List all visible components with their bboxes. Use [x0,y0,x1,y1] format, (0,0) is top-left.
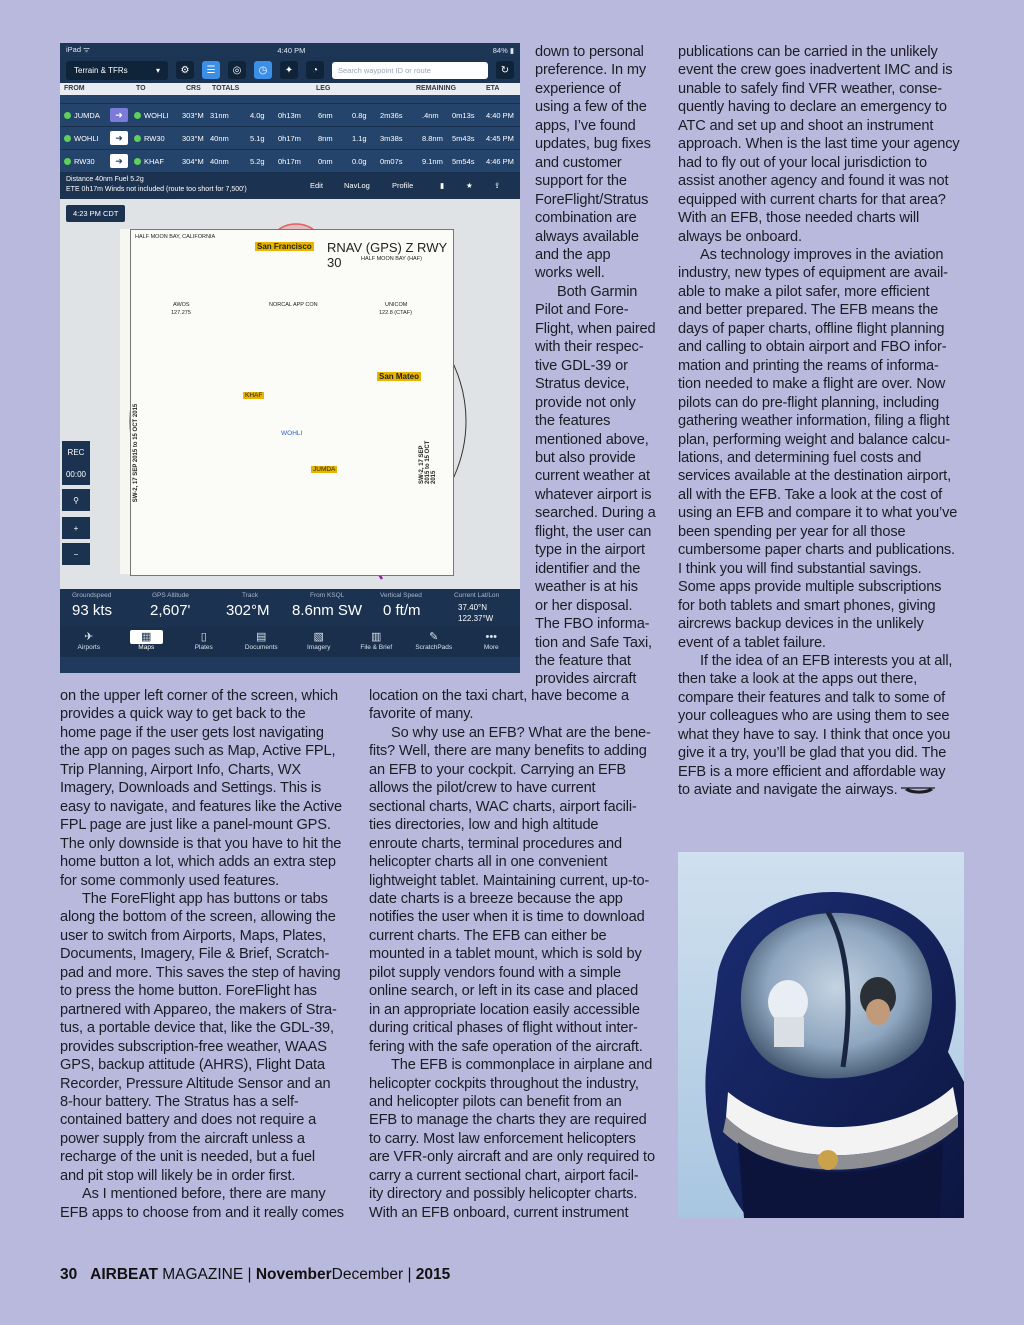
text-line: then take a look at the apps out there, [678,671,918,688]
fpl-cell-crs: 304°M [182,157,204,166]
fpl-cell-from: RW30 [64,157,95,166]
arrow-right-icon: ➜ [110,108,128,122]
fpl-cell-time: 0h17m [278,134,301,143]
fpl-cell-to: KHAF [134,157,164,166]
clipboard-icon: ▮ [440,181,445,190]
waypoint-dot-icon [134,135,141,142]
fpl-cell-leg-dist: 0nm [318,157,333,166]
text-line: EFB to manage the charts they are required [369,1112,647,1129]
text-line: notifies the user when it is time to download [369,909,645,926]
scratchpads-icon: ✎ [429,631,439,643]
text-line: ity directory and possibly helicopter charts. [369,1186,638,1203]
more-icon: ••• [485,631,498,643]
fpl-cell-rem-time: 0m13s [452,111,475,120]
text-line: ForeFlight/Stratus [535,191,649,208]
text-line: helicopter charts all in one convenient [369,854,608,871]
status-time: 4:40 PM [277,45,306,55]
text-line: always be onboard. [678,228,802,245]
text-line: Flight, when paired [535,320,656,337]
text-line: the app on pages such as Map, Active FPL, [60,743,336,760]
article-column-mid-bottom [369,687,655,1222]
text-line: tion and Safe Taxi, [535,634,652,651]
instrument-strip: Groundspeed 93 kts GPS Altitude 2,607' Track 302°M From KSQL 8.6nm SW Vertical Speed 0 ft/m Current Lat/Lon 37.40°N 122.37°W [60,589,520,627]
clock-icon: ◷ [254,61,272,79]
tab-file-brief: ▥ File & Brief [348,627,406,657]
text-line: aircrews backup devices in the unlikely [678,616,924,633]
imagery-icon: ▧ [313,631,324,643]
fpl-cell-fuel: 5.1g [250,134,265,143]
text-line: Stratus device, [535,376,630,393]
text-line: and better prepared. The EFB means the [678,302,939,319]
text-line: along the bottom of the screen, allowing the [60,909,336,926]
text-line: type in the airport [535,542,645,559]
route-icon: ⚲ [62,489,90,511]
text-line: apps, I’ve found [535,117,636,134]
settings-icon: ⚙ [176,61,194,79]
text-line: easy to navigate, and features like the Active [60,798,342,815]
fpl-cell-rem-dist: 9.1nm [422,157,443,166]
article-column-right [678,43,960,800]
text-line: an EFB to your cockpit. Carrying an EFB [369,761,626,778]
text-line: sectional charts, WAC charts, airport facili- [369,798,637,815]
text-line: ties directories, low and high altitude [369,817,599,834]
text-line: equipped with current charts for that area? [678,191,946,208]
text-line: or her disposal. [535,597,633,614]
tab-plates: ▯ Plates [175,627,233,657]
text-line: The EFB is commonplace in airplane and [391,1057,653,1074]
text-line: for some commonly used features. [60,872,280,889]
refresh-icon: ↻ [496,61,514,79]
text-line: support for the [535,173,627,190]
text-line: pilots can do pre-flight planning, including [678,394,940,411]
foreflight-screenshot [60,43,520,673]
fpl-row [60,104,520,127]
fpl-cell-rem-dist: 8.8nm [422,134,443,143]
airports-icon: ✈ [84,631,94,643]
waypoint-search-field: Search waypoint ID or route [332,62,488,79]
file-brief-icon: ▥ [371,631,382,643]
fpl-row [60,150,520,173]
fpl-cell-leg-dist: 6nm [318,111,333,120]
text-line: assist another agency and found it was not [678,173,949,190]
fpl-cell-dist: 40nm [210,157,229,166]
text-line: whatever airport is [535,486,652,503]
waypoint-dot-icon [134,158,141,165]
text-line: and customer [535,154,622,171]
text-line: using an EFB and compare it to what you’ve [678,505,958,522]
ipad-status-bar [60,43,520,57]
moving-map [60,199,520,589]
article-column-mid-top [535,43,656,689]
text-line: pilot supply vendors found with a simple [369,964,621,981]
waypoint-dot-icon [64,135,71,142]
text-line: The FBO informa- [535,616,650,633]
text-line: provides subscription-free weather, WAAS [60,1038,327,1055]
fpl-cell-dist: 40nm [210,134,229,143]
fpl-cell-dist: 31nm [210,111,229,120]
text-line: to press the home button. ForeFlight has [60,983,317,1000]
fpl-cell-to: RW30 [134,134,165,143]
text-line: combination are [535,210,637,227]
text-line: The ForeFlight app has buttons or tabs [82,890,328,907]
fpl-icon: ☰ [202,61,220,79]
text-line: contained battery and does not require a [60,1112,317,1129]
text-line: mation and printing the reams of informa- [678,357,939,374]
text-line: using a few of the [535,99,647,116]
text-line: to carry. Most law enforcement helicopters [369,1130,636,1147]
text-line: favorite of many. [369,706,474,723]
text-line: provide not only [535,394,636,411]
fpl-cell-leg-fuel: 0.8g [352,111,367,120]
text-line: and the app [535,246,611,263]
text-line: event of a tablet failure. [678,634,826,651]
status-battery: 84% ▮ [492,45,514,55]
text-line: preference. In my [535,62,647,79]
text-line: tus, a portable device that, like the GDL-39, [60,1020,334,1037]
page-number: 30 [60,1266,78,1283]
fpl-summary: Distance 40nm Fuel 5.2g ETE 0h17m Winds not included (route too short for 7,500') Edit NavLog Profile ▮ ★ ⇪ [60,173,520,199]
text-line: mentioned above, [535,431,649,448]
text-line: lations, and determining fuel costs and [678,449,922,466]
text-line: searched. During a [535,505,656,522]
text-line: but also provide [535,449,636,466]
text-line: the features [535,413,611,430]
star-icon: ★ [466,181,473,190]
text-line: EFB is a more efficient and affordable way [678,763,946,780]
fpl-cell-leg-fuel: 1.1g [352,134,367,143]
text-line: the feature that [535,652,631,669]
status-device: iPad ᯤ [66,45,90,54]
fpl-cell-time: 0h13m [278,111,301,120]
text-line: EFB apps to choose from and it really comes [60,1204,344,1221]
text-line: works well. [535,265,605,282]
arrow-right-icon: ➜ [110,131,128,145]
text-line: identifier and the [535,560,641,577]
text-line: recharge of the unit is needed, but a fuel [60,1149,315,1166]
magazine-label: MAGAZINE [157,1266,244,1283]
text-line: updates, bug fixes [535,136,651,153]
text-line: provides a quick way to get back to the [60,706,306,723]
text-line: on the upper left corner of the screen, which [60,688,338,704]
fpl-cell-eta: 4:45 PM [486,134,514,143]
fpl-cell-leg-dist: 8nm [318,134,333,143]
layer-dropdown: Terrain & TFRs ▾ [66,61,168,80]
fpl-cell-leg-fuel: 0.0g [352,157,367,166]
text-line: down to personal [535,44,644,60]
text-line: The only downside is that you have to hit the [60,835,342,852]
fpl-row [60,127,520,150]
text-line: for both tablets and smart phones, giving [678,597,936,614]
text-line: weather is at his [535,579,638,596]
text-line: tive GDL-39 or [535,357,628,374]
fpl-row-partial [60,95,520,104]
text-line: plan, performing weight and balance calcu- [678,431,950,448]
text-line: to aviate and navigate the airways. [678,781,960,799]
arrow-right-icon: ➜ [110,154,128,168]
issue-month-1: November [255,1266,332,1283]
text-line: Some apps provide multiple subscriptions [678,579,942,596]
text-line: your colleagues who are using them to see [678,708,950,725]
tab-more: ••• More [463,627,521,657]
text-line: approach. When is the last time your agency [678,136,960,153]
zoom-in-button: + [62,517,90,539]
text-line: power supply from the aircraft unless a [60,1130,305,1147]
globe-icon: ◎ [228,61,246,79]
text-line: Recorder, Pressure Altitude Sensor and an [60,1075,331,1092]
text-line: give it a try, you’ll be glad that you did. The [678,745,947,762]
maps-icon: ▦ [130,630,164,644]
fpl-cell-leg-time: 3m38s [380,134,403,143]
text-line: tion needed to make a flight are over. Now [678,376,946,393]
fpl-cell-rem-dist: .4nm [422,111,439,120]
text-line: ATC and set up and shoot an instrument [678,117,934,134]
text-line: I think you will find substantial savings. [678,560,922,577]
plates-icon: ▯ [200,631,207,643]
text-line: user to switch from Airports, Maps, Plates, [60,927,327,944]
text-line: quently having to declare an emergency to [678,99,947,116]
page-footer [60,1266,450,1284]
text-line: allows the pilot/crew to have current [369,780,596,797]
text-line: with their respec- [535,339,644,356]
text-line: carry a current sectional chart, airport facil- [369,1167,639,1184]
waypoint-dot-icon [64,158,71,165]
approach-plate: HALF MOON BAY, CALIFORNIA RNAV (GPS) Z RWY 30 HALF MOON BAY (HAF) San Francisco San Mateo AWOS 127.275 NORCAL APP CON UNICOM 122.8 (CTAF) SW-2, 17 SEP 2015 to 15 OCT 2015 SW-2, 17 SEP 2015 to 15 OCT 2015 KHAF JUMDA WOHLI [130,229,454,576]
chevron-down-icon: ▾ [155,65,160,75]
text-line: Imagery, Downloads and Settings. This is [60,780,322,797]
text-line: services available at the destination airport, [678,468,951,485]
text-line: fering with the safe operation of the aircraft. [369,1038,643,1055]
text-line: helicopter cockpits throughout the industry, [369,1075,639,1092]
text-line: As technology improves in the aviation [700,246,944,263]
text-line: experience of [535,80,621,97]
tab-scratchpads: ✎ ScratchPads [405,627,463,657]
issue-month-2: December [331,1266,404,1283]
text-line: mounted in a tablet mount, which is sold by [369,946,642,963]
fpl-cell-fuel: 4.0g [250,111,265,120]
text-line: As I mentioned before, there are many [82,1186,326,1203]
footer-separator: | [403,1266,416,1283]
text-line: flight, the user can [535,523,652,540]
share-icon: ⇪ [494,181,501,190]
text-line: provides aircraft [535,671,637,688]
text-line: With an EFB onboard, current instrument [369,1204,629,1221]
text-line: Trip Planning, Airport Info, Charts, WX [60,761,301,778]
text-line: event the crew goes inadvertent IMC and is [678,62,953,79]
text-line: all with the EFB. Take a look at the cost of [678,486,943,503]
text-line: current weather at [535,468,650,485]
text-line: date charts is a breeze because the app [369,890,623,907]
fpl-cell-to: WOHLI [134,111,169,120]
text-line: Documents, Imagery, File & Brief, Scratch- [60,946,330,963]
text-line: lightweight tablet. Maintaining current, up-to- [369,872,650,889]
text-line: If the idea of an EFB interests you at all, [700,652,953,669]
zoom-out-button: − [62,543,90,565]
fpl-header: FROM TO CRS TOTALS LEG REMAINING ETA [60,83,520,95]
fpl-cell-eta: 4:46 PM [486,157,514,166]
text-line: been spending per year for all those [678,523,906,540]
tab-airports: ✈ Airports [60,627,118,657]
text-line: and pit stop will likely be in order first. [60,1167,296,1184]
text-line: and calling to obtain airport and FBO infor- [678,339,947,356]
waypoint-dot-icon [134,112,141,119]
text-line: partnered with Appareo, the makers of Stra- [60,1001,337,1018]
tab-imagery: ▧ Imagery [290,627,348,657]
tab-maps: ▦ Maps [118,627,176,657]
map-time-badge: 4:23 PM CDT [66,205,125,222]
text-line: industry, new types of equipment are avail- [678,265,948,282]
end-mark-icon [900,785,936,795]
text-line: current charts. The EFB can either be [369,927,607,944]
text-line: enroute charts, terminal procedures and [369,835,622,852]
text-line: GPS, backup attitude (AHRS), Flight Data [60,1057,325,1074]
text-line: 8-hour battery. The Stratus has a self- [60,1093,299,1110]
text-line: during critical phases of flight without inter- [369,1020,638,1037]
text-line: With an EFB, those needed charts will [678,210,920,227]
text-line: fits? Well, there are many benefits to adding [369,743,647,760]
fpl-cell-rem-time: 5m54s [452,157,475,166]
article-column-left [60,687,344,1222]
text-line: are VFR-only aircraft and are only required to [369,1149,655,1166]
text-line: always available [535,228,639,245]
text-line: FPL page are just like a panel-mount GPS. [60,817,331,834]
text-line: days of paper charts, offline flight planning [678,320,945,337]
fpl-cell-from: WOHLI [64,134,99,143]
fpl-cell-leg-time: 2m36s [380,111,403,120]
fpl-cell-fuel: 5.2g [250,157,265,166]
text-line: in an appropriate location easily accessible [369,1001,640,1018]
tab-documents: ▤ Documents [233,627,291,657]
record-button: REC [62,441,90,463]
star-icon: ✦ [280,61,298,79]
text-line: cumbersome paper charts and publications. [678,542,955,559]
text-line: home page if the user gets lost navigating [60,724,324,741]
text-line: Pilot and Fore- [535,302,629,319]
magazine-name: AIRBEAT [90,1266,158,1283]
issue-year: 2015 [415,1266,451,1283]
text-line: publications can be carried in the unlikely [678,44,938,60]
helicopter-photo [678,852,964,1218]
text-line: and helicopter pilots can benefit from an [369,1093,622,1110]
timer-icon: ◔ [306,61,324,79]
text-line: had to fly out of your local jurisdiction to [678,154,927,171]
text-line: what they have to say. I think that once you [678,726,951,743]
text-line: home button a lot, which adds an extra step [60,854,336,871]
text-line: So why use an EFB? What are the bene- [391,724,651,741]
text-line: online search, or left in its case and placed [369,983,639,1000]
fpl-cell-rem-time: 5m43s [452,134,475,143]
text-line: location on the taxi chart, have become a [369,688,629,704]
text-line: Both Garmin [557,283,638,300]
text-line: pad and more. This saves the step of having [60,964,341,981]
documents-icon: ▤ [256,631,267,643]
text-line: able to make a pilot safer, more efficient [678,283,930,300]
app-toolbar [60,57,520,83]
text-line: unable to safely find VFR weather, conse- [678,80,942,97]
fpl-cell-from: JUMDA [64,111,100,120]
record-timer: 00:00 [62,463,90,485]
fpl-cell-crs: 303°M [182,111,204,120]
fpl-cell-leg-time: 0m07s [380,157,403,166]
text-line: compare their features and talk to some of [678,689,946,706]
waypoint-dot-icon [64,112,71,119]
fpl-cell-eta: 4:40 PM [486,111,514,120]
footer-separator: | [243,1266,256,1283]
text-line: gathering weather information, filing a flight [678,413,950,430]
fpl-cell-time: 0h17m [278,157,301,166]
tab-bar [60,627,520,657]
fpl-cell-crs: 303°M [182,134,204,143]
